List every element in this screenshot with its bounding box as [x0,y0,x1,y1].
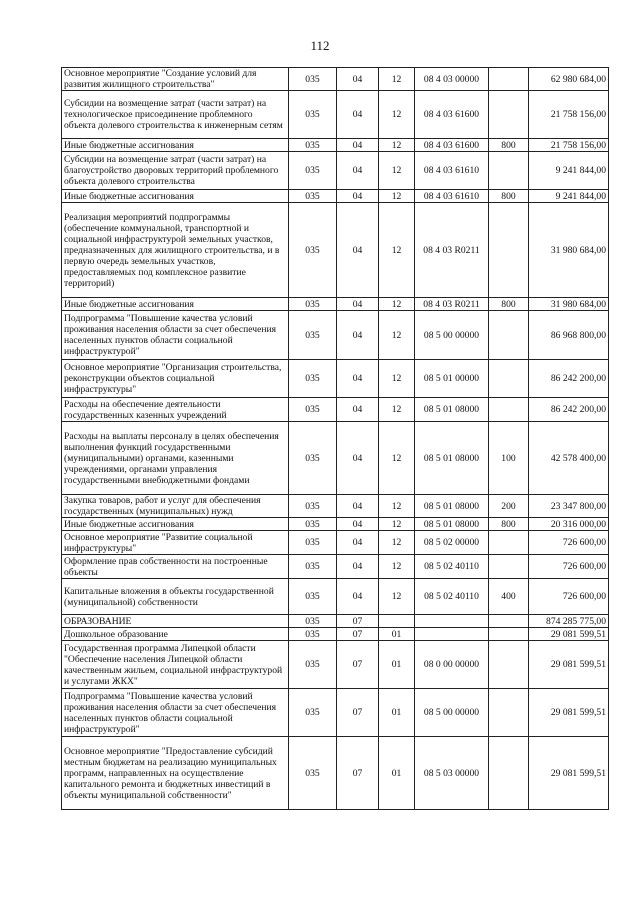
cell-rz: 04 [337,311,379,360]
cell-name: Дошкольное образование [62,628,289,641]
cell-rz: 04 [337,579,379,615]
cell-rz: 07 [337,628,379,641]
cell-sum: 20 316 000,00 [529,518,609,531]
cell-ved: 035 [289,91,337,139]
cell-pr: 01 [379,689,415,737]
cell-csr: 08 5 03 00000 [415,737,489,810]
cell-sum: 29 081 599,51 [529,689,609,737]
table-row [62,628,609,641]
cell-rz: 04 [337,91,379,139]
cell-rz: 04 [337,203,379,298]
cell-rz: 04 [337,555,379,579]
cell-name: Основное мероприятие "Организация строительства, реконструкции объектов социальной инфраструктуры" [62,360,289,398]
cell-ved: 035 [289,555,337,579]
cell-sum: 21 758 156,00 [529,91,609,139]
table-row [62,190,609,203]
cell-pr: 12 [379,190,415,203]
cell-rz: 04 [337,518,379,531]
cell-ved: 035 [289,628,337,641]
cell-sum: 42 578 400,00 [529,422,609,495]
cell-vr [489,398,529,422]
cell-rz: 04 [337,398,379,422]
cell-name: Капитальные вложения в объекты государственной (муниципальной) собственности [62,579,289,615]
cell-vr [489,531,529,555]
cell-rz: 04 [337,495,379,518]
cell-ved: 035 [289,615,337,628]
cell-rz: 04 [337,360,379,398]
cell-rz: 04 [337,422,379,495]
cell-name: Субсидии на возмещение затрат (части затрат) на технологическое присоединение проблемного объекта долевого строительства к инженерным сетям [62,91,289,139]
cell-pr: 12 [379,579,415,615]
table-row [62,495,609,518]
cell-rz: 07 [337,737,379,810]
cell-sum: 86 242 200,00 [529,398,609,422]
cell-vr [489,628,529,641]
cell-vr [489,641,529,689]
cell-sum: 31 980 684,00 [529,203,609,298]
table-row [62,531,609,555]
cell-csr: 08 4 03 R0211 [415,298,489,311]
cell-ved: 035 [289,203,337,298]
cell-name: Реализация мероприятий подпрограммы (обеспечение коммунальной, транспортной и социальной инфраструктурой земельных участков, предназначенных для жилищного строительства, и в первую очередь земельных участков, предоставляемых под комплексное развитие территорий) [62,203,289,298]
cell-vr [489,360,529,398]
cell-csr: 08 4 03 61600 [415,139,489,152]
cell-rz: 07 [337,689,379,737]
cell-vr [489,152,529,190]
cell-vr: 200 [489,495,529,518]
cell-pr: 01 [379,641,415,689]
cell-ved: 035 [289,579,337,615]
cell-csr: 08 4 03 00000 [415,68,489,91]
cell-name: Государственная программа Липецкой области "Обеспечение населения Липецкой области качественным жильем, социальной инфраструктурой и услугами ЖКХ" [62,641,289,689]
cell-name: Иные бюджетные ассигнования [62,139,289,152]
cell-rz: 04 [337,531,379,555]
cell-pr [379,615,415,628]
cell-name: Подпрограмма "Повышение качества условий проживания населения области за счет обеспечения населенных пунктов области социальной инфраструктурой" [62,311,289,360]
cell-sum: 86 968 800,00 [529,311,609,360]
cell-csr: 08 4 03 R0211 [415,203,489,298]
cell-csr: 08 5 01 08000 [415,518,489,531]
cell-rz: 04 [337,298,379,311]
cell-sum: 29 081 599,51 [529,737,609,810]
table-row [62,615,609,628]
cell-sum: 29 081 599,51 [529,628,609,641]
table-row [62,398,609,422]
cell-rz: 04 [337,139,379,152]
cell-csr [415,628,489,641]
cell-csr: 08 4 03 61600 [415,91,489,139]
cell-csr: 08 5 02 40110 [415,579,489,615]
cell-ved: 035 [289,689,337,737]
cell-sum: 23 347 800,00 [529,495,609,518]
table-row [62,737,609,810]
cell-ved: 035 [289,495,337,518]
cell-vr [489,91,529,139]
cell-sum: 29 081 599,51 [529,641,609,689]
cell-csr: 08 5 00 00000 [415,311,489,360]
table-row [62,555,609,579]
cell-vr [489,203,529,298]
cell-sum: 31 980 684,00 [529,298,609,311]
cell-rz: 04 [337,190,379,203]
table-row [62,518,609,531]
table-row [62,360,609,398]
cell-vr: 800 [489,139,529,152]
budget-table-body [62,68,609,810]
cell-vr: 800 [489,298,529,311]
table-row [62,641,609,689]
cell-name: Иные бюджетные ассигнования [62,518,289,531]
cell-sum: 9 241 844,00 [529,190,609,203]
cell-csr: 08 5 01 08000 [415,398,489,422]
cell-pr: 12 [379,531,415,555]
cell-name: Расходы на выплаты персоналу в целях обеспечения выполнения функций государственными (муниципальными) органами, казенными учреждениями, органами управления государственными внебюджетными фондами [62,422,289,495]
table-row [62,152,609,190]
cell-csr: 08 5 02 40110 [415,555,489,579]
cell-vr [489,555,529,579]
cell-name: ОБРАЗОВАНИЕ [62,615,289,628]
cell-pr: 12 [379,398,415,422]
cell-sum: 21 758 156,00 [529,139,609,152]
cell-vr: 800 [489,518,529,531]
cell-pr: 12 [379,203,415,298]
cell-rz: 07 [337,615,379,628]
cell-ved: 035 [289,152,337,190]
table-row [62,689,609,737]
cell-ved: 035 [289,311,337,360]
cell-csr: 08 5 00 00000 [415,689,489,737]
cell-sum: 9 241 844,00 [529,152,609,190]
cell-vr: 800 [489,190,529,203]
cell-pr: 12 [379,68,415,91]
cell-pr: 12 [379,518,415,531]
cell-ved: 035 [289,422,337,495]
table-row [62,298,609,311]
cell-ved: 035 [289,190,337,203]
cell-pr: 12 [379,555,415,579]
cell-sum: 86 242 200,00 [529,360,609,398]
cell-csr: 08 5 01 08000 [415,495,489,518]
table-row [62,311,609,360]
table-row [62,91,609,139]
cell-pr: 12 [379,152,415,190]
cell-rz: 04 [337,152,379,190]
table-row [62,139,609,152]
cell-vr: 400 [489,579,529,615]
budget-table [61,67,609,810]
cell-name: Расходы на обеспечение деятельности государственных казенных учреждений [62,398,289,422]
cell-csr: 08 5 01 00000 [415,360,489,398]
cell-vr [489,615,529,628]
cell-sum: 726 600,00 [529,579,609,615]
cell-ved: 035 [289,139,337,152]
cell-pr: 12 [379,422,415,495]
cell-rz: 07 [337,641,379,689]
cell-sum: 726 600,00 [529,531,609,555]
page-number: 112 [310,38,330,53]
cell-pr: 12 [379,91,415,139]
cell-csr [415,615,489,628]
cell-vr [489,311,529,360]
cell-csr: 08 4 03 61610 [415,190,489,203]
table-row [62,203,609,298]
cell-ved: 035 [289,531,337,555]
cell-name: Иные бюджетные ассигнования [62,190,289,203]
cell-sum: 726 600,00 [529,555,609,579]
cell-vr [489,689,529,737]
cell-pr: 12 [379,495,415,518]
cell-ved: 035 [289,360,337,398]
cell-csr: 08 4 03 61610 [415,152,489,190]
cell-csr: 08 5 02 00000 [415,531,489,555]
cell-ved: 035 [289,641,337,689]
cell-name: Иные бюджетные ассигнования [62,298,289,311]
cell-vr: 100 [489,422,529,495]
cell-rz: 04 [337,68,379,91]
cell-name: Субсидии на возмещение затрат (части затрат) на благоустройство дворовых территорий проблемного объекта долевого строительства [62,152,289,190]
cell-pr: 12 [379,311,415,360]
cell-sum: 874 285 775,00 [529,615,609,628]
cell-ved: 035 [289,68,337,91]
table-row [62,422,609,495]
cell-ved: 035 [289,398,337,422]
cell-pr: 12 [379,360,415,398]
cell-csr: 08 0 00 00000 [415,641,489,689]
cell-sum: 62 980 684,00 [529,68,609,91]
cell-pr: 01 [379,628,415,641]
cell-csr: 08 5 01 08000 [415,422,489,495]
cell-ved: 035 [289,298,337,311]
table-row [62,68,609,91]
cell-ved: 035 [289,518,337,531]
cell-ved: 035 [289,737,337,810]
cell-name: Основное мероприятие "Развитие социальной инфраструктуры" [62,531,289,555]
cell-name: Оформление прав собственности на построенные объекты [62,555,289,579]
cell-pr: 12 [379,298,415,311]
cell-name: Основное мероприятие "Создание условий для развития жилищного строительства" [62,68,289,91]
cell-pr: 01 [379,737,415,810]
cell-vr [489,737,529,810]
cell-name: Закупка товаров, работ и услуг для обеспечения государственных (муниципальных) нужд [62,495,289,518]
table-row [62,579,609,615]
cell-name: Подпрограмма "Повышение качества условий проживания населения области за счет обеспечения населенных пунктов области социальной инфраструктурой" [62,689,289,737]
cell-pr: 12 [379,139,415,152]
cell-vr [489,68,529,91]
cell-name: Основное мероприятие "Предоставление субсидий местным бюджетам на реализацию муниципальных программ, направленных на осуществление капитального ремонта и бюджетных инвестиций в объекты муниципальной собственности" [62,737,289,810]
